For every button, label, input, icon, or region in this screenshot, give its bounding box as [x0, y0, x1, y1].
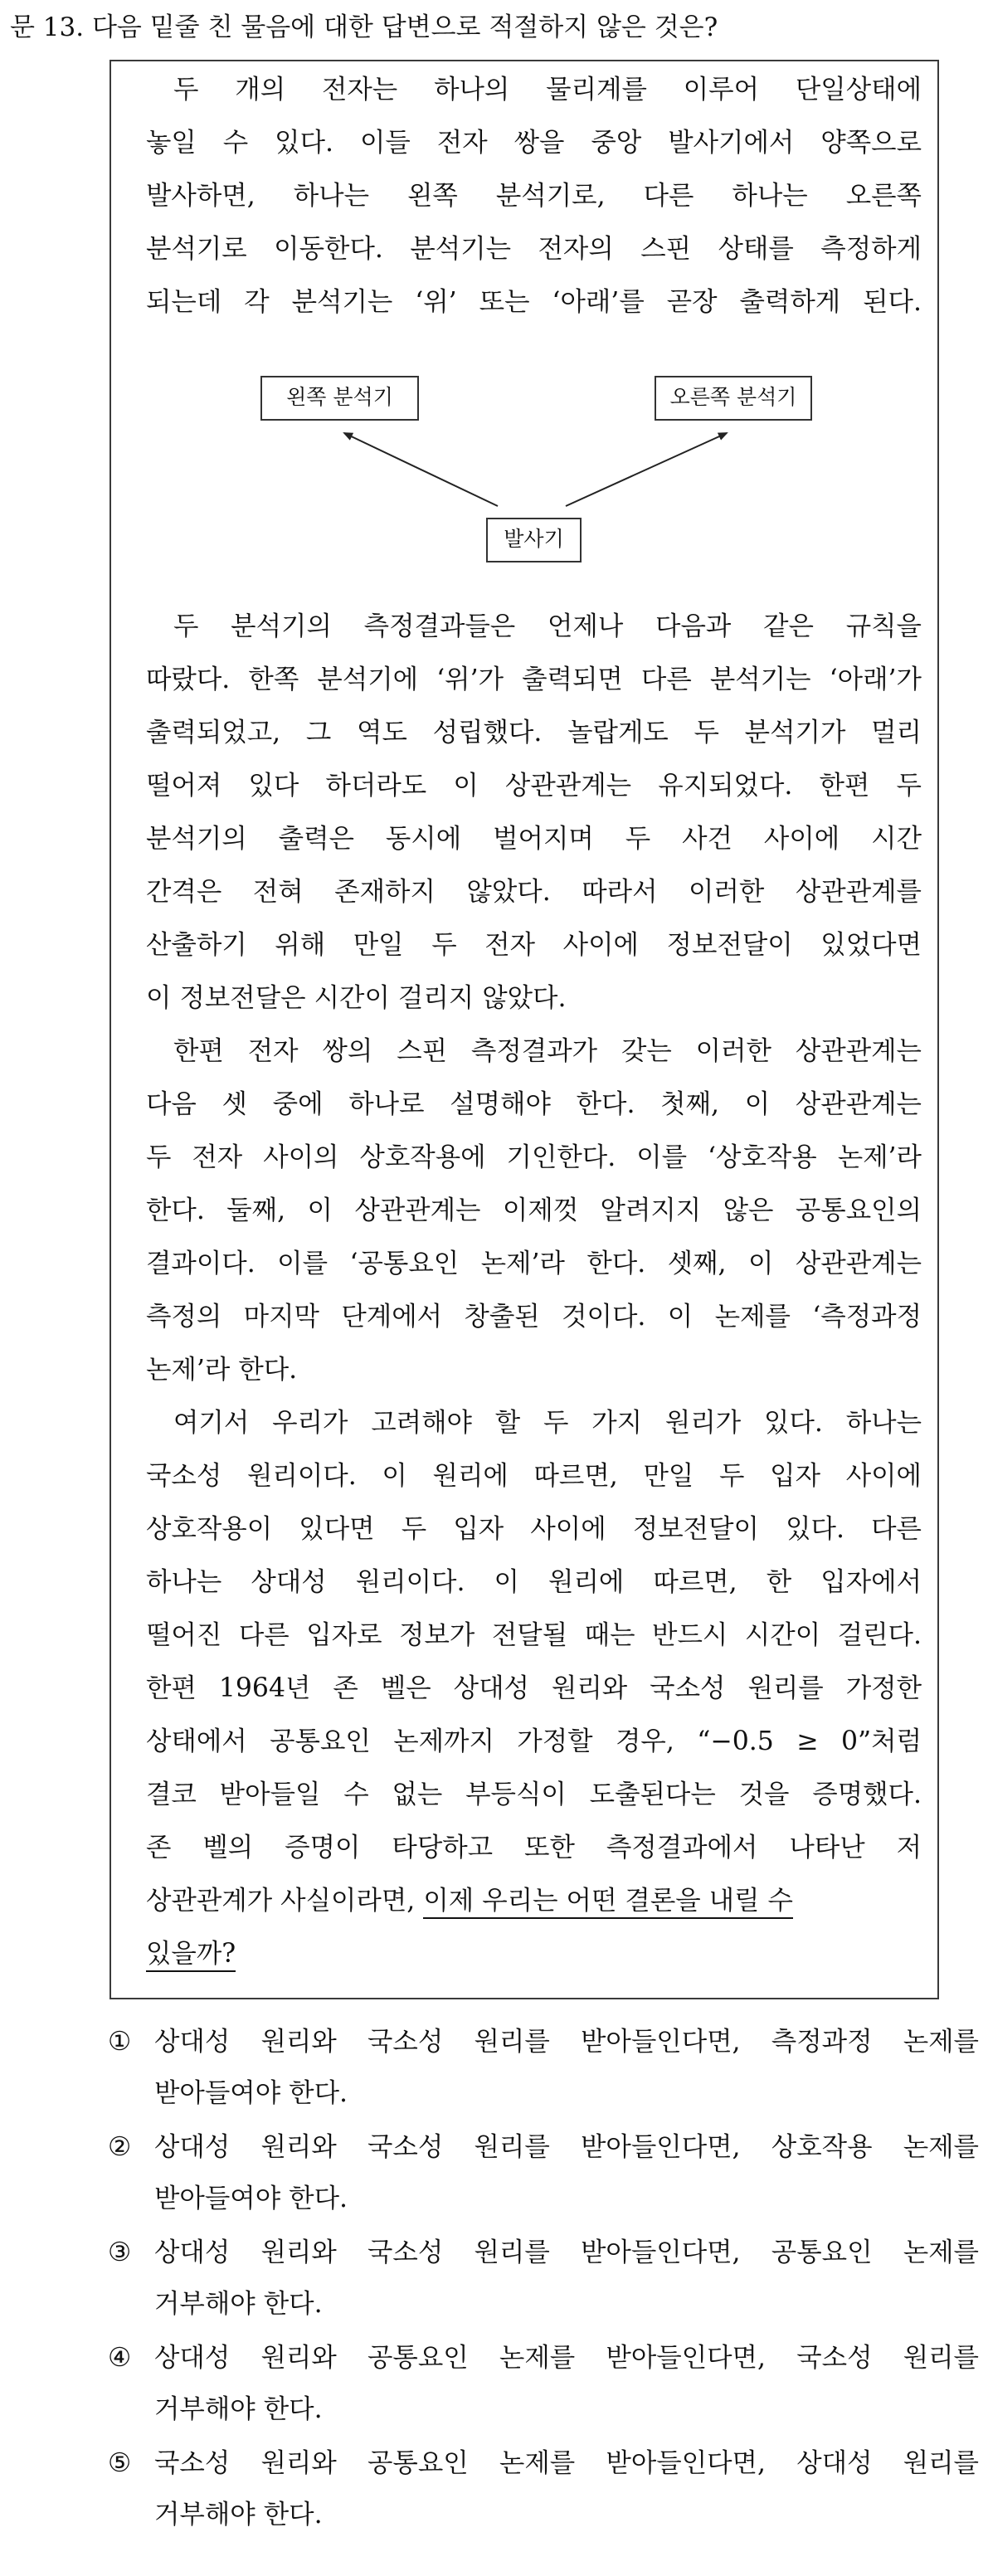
choice-text: 상대성 원리와 공통요인 논제를 받아들인다면, 국소성 원리를 — [154, 2343, 979, 2373]
passage-line: 산출하기 위해 만일 두 전자 사이에 정보전달이 있었다면 — [146, 930, 922, 960]
passage-line: 존 벨의 증명이 타당하고 또한 측정결과에서 나타난 저 — [146, 1833, 922, 1863]
passage-line: 상태에서 공통요인 논제까지 가정할 경우, “−0.5 ≥ 0”처럼 — [146, 1726, 922, 1756]
choice-text: 받아들여야 한다. — [154, 2078, 348, 2108]
passage-line: 분석기의 출력은 동시에 벌어지며 두 사건 사이에 시간 — [146, 824, 922, 854]
choice-text: 상대성 원리와 국소성 원리를 받아들인다면, 공통요인 논제를 — [154, 2238, 979, 2267]
passage-line: 여기서 우리가 고려해야 할 두 가지 원리가 있다. 하나는 — [173, 1408, 922, 1438]
question-number: 문 13. — [10, 12, 85, 42]
passage-line: 이 정보전달은 시간이 걸리지 않았다. — [146, 983, 567, 1013]
left-analyzer-box: 왼쪽 분석기 — [260, 376, 419, 421]
choice-number: ① — [108, 2027, 132, 2057]
passage-line: 측정의 마지막 단계에서 창출된 것이다. 이 논제를 ‘측정과정 — [146, 1302, 922, 1332]
choice-text: 거부해야 한다. — [154, 2289, 323, 2319]
passage-line: 한편 전자 쌍의 스핀 측정결과가 갖는 이러한 상관관계는 — [173, 1036, 922, 1066]
choice-text: 거부해야 한다. — [154, 2500, 323, 2530]
arrow-to-right-analyzer — [566, 433, 727, 506]
choice-number: ③ — [108, 2238, 132, 2267]
passage-line: 결코 받아들일 수 없는 부등식이 도출된다는 것을 증명했다. — [146, 1780, 922, 1809]
choice-number: ④ — [108, 2343, 132, 2373]
passage-line: 되는데 각 분석기는 ‘위’ 또는 ‘아래’를 곧장 출력하게 된다. — [146, 287, 922, 317]
emitter-box: 발사기 — [486, 518, 582, 562]
question-prompt: 다음 밑줄 친 물음에 대한 답변으로 적절하지 않은 것은? — [91, 12, 718, 42]
passage-line: 따랐다. 한쪽 분석기에 ‘위’가 출력되면 다른 분석기는 ‘아래’가 — [146, 665, 922, 694]
passage-line: 하나는 상대성 원리이다. 이 원리에 따르면, 한 입자에서 — [146, 1567, 922, 1597]
passage-line: 결과이다. 이를 ‘공통요인 논제’라 한다. 셋째, 이 상관관계는 — [146, 1249, 922, 1278]
passage-line: 상호작용이 있다면 두 입자 사이에 정보전달이 있다. 다른 — [146, 1514, 922, 1544]
arrow-to-left-analyzer — [344, 433, 498, 506]
underlined-question-end: 있을까? — [146, 1939, 236, 1972]
passage-line: 논제’라 한다. — [146, 1355, 298, 1385]
right-analyzer-box: 오른쪽 분석기 — [655, 376, 812, 421]
passage-line: 떨어져 있다 하더라도 이 상관관계는 유지되었다. 한편 두 — [146, 771, 922, 801]
choice-text: 거부해야 한다. — [154, 2394, 323, 2424]
passage-line: 놓일 수 있다. 이들 전자 쌍을 중앙 발사기에서 양쪽으로 — [146, 128, 922, 158]
choice-number: ⑤ — [108, 2448, 132, 2478]
choice-text: 상대성 원리와 국소성 원리를 받아들인다면, 측정과정 논제를 — [154, 2027, 979, 2057]
passage-line: 발사하면, 하나는 왼쪽 분석기로, 다른 하나는 오른쪽 — [146, 181, 922, 211]
passage-line: 국소성 원리이다. 이 원리에 따르면, 만일 두 입자 사이에 — [146, 1461, 922, 1491]
passage-line: 떨어진 다른 입자로 정보가 전달될 때는 반드시 시간이 걸린다. — [146, 1620, 922, 1650]
passage-line — [146, 1882, 922, 1919]
choice-number: ② — [108, 2132, 132, 2162]
passage-text: 상관관계가 사실이라면, — [146, 1886, 424, 1916]
underlined-question: 이제 우리는 어떤 결론을 내릴 수 — [423, 1886, 793, 1919]
passage-line: 두 개의 전자는 하나의 물리계를 이루어 단일상태에 — [173, 75, 922, 105]
passage-line: 간격은 전혀 존재하지 않았다. 따라서 이러한 상관관계를 — [146, 877, 922, 907]
choice-text: 국소성 원리와 공통요인 논제를 받아들인다면, 상대성 원리를 — [154, 2448, 979, 2478]
passage-line: 다음 셋 중에 하나로 설명해야 한다. 첫째, 이 상관관계는 — [146, 1089, 922, 1119]
emitter-diagram — [0, 0, 988, 581]
passage-line — [146, 1936, 922, 1972]
passage-line: 한다. 둘째, 이 상관관계는 이제껏 알려지지 않은 공통요인의 — [146, 1195, 922, 1225]
choice-text: 상대성 원리와 국소성 원리를 받아들인다면, 상호작용 논제를 — [154, 2132, 979, 2162]
passage-line: 한편 1964년 존 벨은 상대성 원리와 국소성 원리를 가정한 — [146, 1673, 922, 1703]
choice-text: 받아들여야 한다. — [154, 2184, 348, 2213]
passage-line: 출력되었고, 그 역도 성립했다. 놀랍게도 두 분석기가 멀리 — [146, 718, 922, 747]
passage-line: 두 전자 사이의 상호작용에 기인한다. 이를 ‘상호작용 논제’라 — [146, 1142, 922, 1172]
passage-line: 분석기로 이동한다. 분석기는 전자의 스핀 상태를 측정하게 — [146, 234, 922, 264]
passage-line: 두 분석기의 측정결과들은 언제나 다음과 같은 규칙을 — [173, 611, 922, 641]
